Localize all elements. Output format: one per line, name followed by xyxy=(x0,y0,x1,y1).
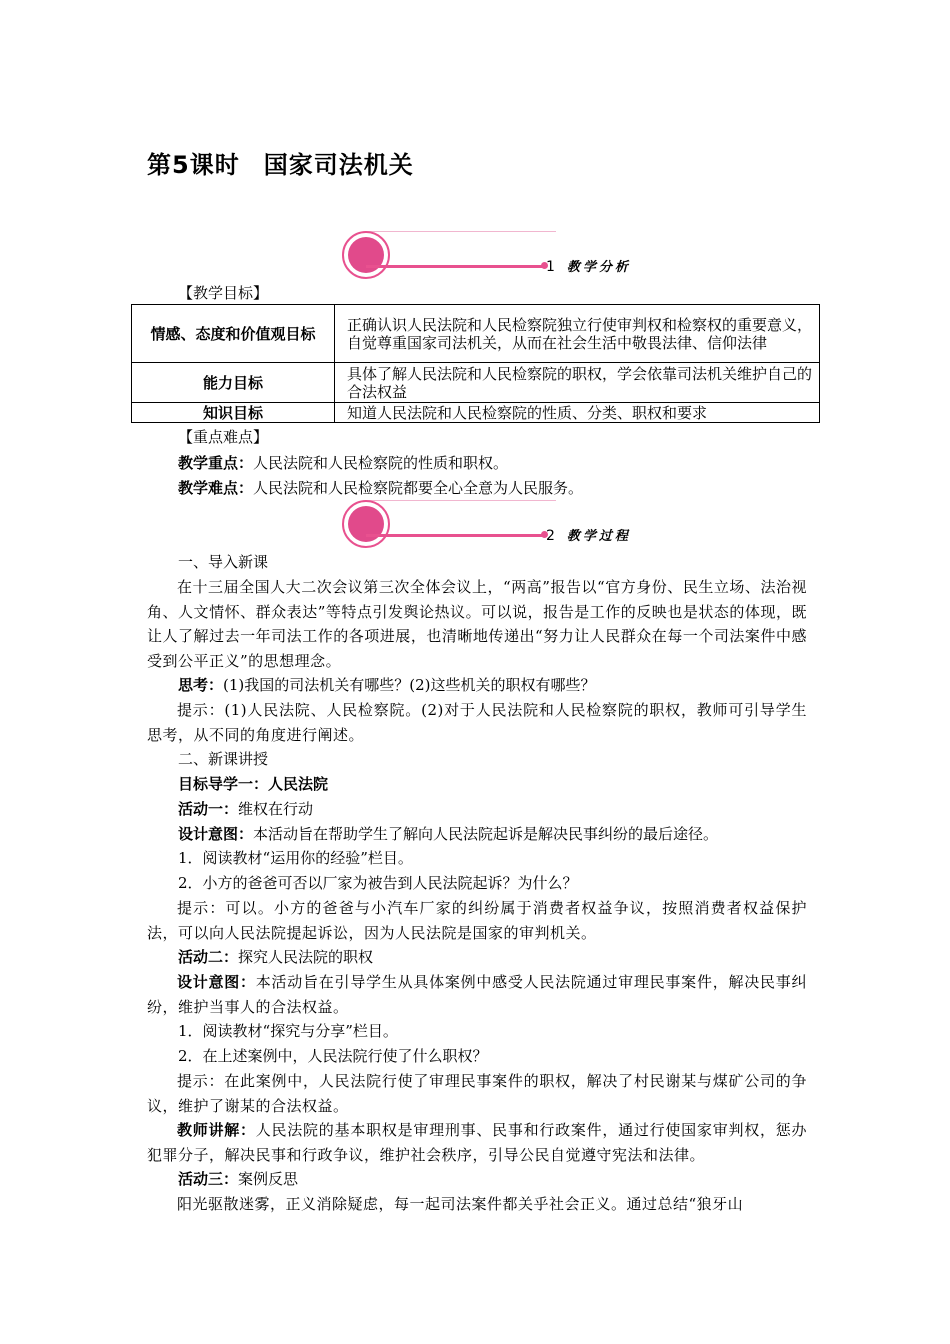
lesson-title xyxy=(147,145,414,180)
think-line: 思考：(1)我国的司法机关有哪些？(2)这些机关的职权有哪些？ xyxy=(178,676,596,694)
activity-2: 活动二：探究人民法院的职权 xyxy=(178,948,374,966)
activity-3-paragraph: 阳光驱散迷雾，正义消除疑虑，每一起司法案件都关乎社会正义。通过总结“狼牙山 xyxy=(177,1195,744,1213)
intro-heading: 一、导入新课 xyxy=(178,553,269,571)
keypoints-heading: 【重点难点】 xyxy=(178,428,269,446)
activity-1-question-1: 1．阅读教材“运用你的经验”栏目。 xyxy=(178,849,413,867)
goal-key: 知识目标 xyxy=(132,403,335,423)
goal-value: 具体了解人民法院和人民检察院的职权，学会依靠司法机关维护自己的合法权益 xyxy=(335,363,820,403)
difficulty-line: 教学难点：人民法院和人民检察院都要全心全意为人民服务。 xyxy=(178,479,584,497)
table-row xyxy=(132,363,820,403)
new-lesson-heading: 二、新课讲授 xyxy=(178,750,269,768)
teacher-explanation: 教师讲解：人民法院的基本职权是审理刑事、民事和行政案件，通过行使国家审判权，惩办犯罪分子，解决民事和行政争议，维护社会秩序，引导公民自觉遵守宪法和法律。 xyxy=(147,1121,807,1164)
design-intent-2: 设计意图：本活动旨在引导学生从具体案例中感受人民法院通过审理民事案件，解决民事纠纷，维护当事人的合法权益。 xyxy=(147,973,807,1016)
goal-key: 情感、态度和价值观目标 xyxy=(132,305,335,363)
lesson-number: 第5课时 xyxy=(147,151,240,179)
table-row xyxy=(132,403,820,423)
design-intent-1: 设计意图：本活动旨在帮助学生了解向人民法院起诉是解决民事纠纷的最后途径。 xyxy=(178,825,719,843)
table-row xyxy=(132,305,820,363)
hint-paragraph: 提示：在此案例中，人民法院行使了审理民事案件的职权，解决了村民谢某与煤矿公司的争议，维护了谢某的合法权益。 xyxy=(147,1072,807,1115)
section-banner-analysis: 1 教学分析 xyxy=(340,231,660,291)
section-banner-process: 2 教学过程 xyxy=(340,500,660,560)
banner-title: 教学过程 xyxy=(566,529,631,544)
goals-heading: 【教学目标】 xyxy=(178,284,269,302)
activity-3: 活动三：案例反思 xyxy=(178,1170,299,1188)
intro-paragraph: 在十三届全国人大二次会议第三次全体会议上，“两高”报告以“官方身份、民生立场、法治视角、人文情怀、群众表达”等特点引发舆论热议。可以说，报告是工作的反映也是状态的体现，既让人了解过去一年司法工作的各项进展，也清晰地传递出“努力让人民群众在每一个司法案件中感受到公平正义”的思想理念。 xyxy=(147,578,807,670)
activity-1-question-2: 2．小方的爸爸可否以厂家为被告到人民法院起诉？为什么？ xyxy=(178,874,578,892)
goals-table xyxy=(131,304,820,423)
banner-title: 教学分析 xyxy=(566,260,631,275)
hint-paragraph: 提示：可以。小方的爸爸与小汽车厂家的纠纷属于消费者权益争议，按照消费者权益保护法，可以向人民法院提起诉讼，因为人民法院是国家的审判机关。 xyxy=(147,899,807,942)
goal-value: 知道人民法院和人民检察院的性质、分类、职权和要求 xyxy=(335,403,820,423)
activity-1: 活动一：维权在行动 xyxy=(178,800,314,818)
lesson-name: 国家司法机关 xyxy=(263,151,414,179)
activity-2-question-2: 2．在上述案例中，人民法院行使了什么职权？ xyxy=(178,1047,488,1065)
goal-value: 正确认识人民法院和人民检察院独立行使审判权和检察权的重要意义，自觉尊重国家司法机关，从而在社会生活中敬畏法律、信仰法律 xyxy=(335,305,820,363)
activity-2-question-1: 1．阅读教材“探究与分享”栏目。 xyxy=(178,1022,398,1040)
target-heading: 目标导学一：人民法院 xyxy=(178,775,329,793)
goal-key: 能力目标 xyxy=(132,363,335,403)
focus-line: 教学重点：人民法院和人民检察院的性质和职权。 xyxy=(178,454,509,472)
hint-paragraph: 提示：(1)人民法院、人民检察院。(2)对于人民法院和人民检察院的职权，教师可引导学生思考，从不同的角度进行阐述。 xyxy=(147,701,807,744)
